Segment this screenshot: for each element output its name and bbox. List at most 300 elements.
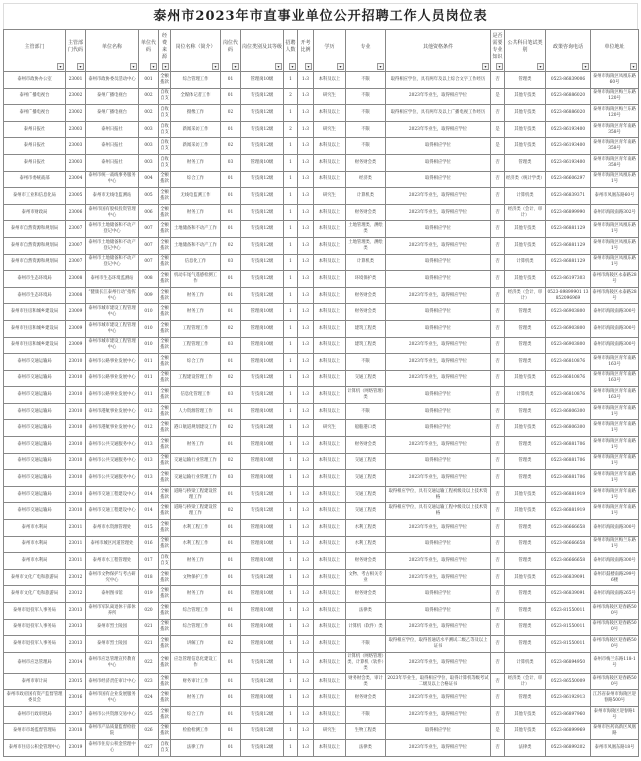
table-cell[interactable]: 应急管理信息化建设工作 (171, 652, 221, 673)
table-cell[interactable]: 泰州日报社 (86, 154, 139, 171)
table-cell[interactable]: 本科及以上 (314, 503, 346, 520)
table-cell[interactable]: 泰州市统一战线事务服务中心 (86, 171, 139, 188)
table-cell[interactable]: 02 (221, 453, 241, 470)
table-cell[interactable]: 泰州市文物保护与考古研究中心 (86, 569, 139, 586)
table-cell[interactable]: 管理岗10级 (241, 603, 284, 620)
table-cell[interactable]: 023 (139, 673, 159, 690)
table-cell[interactable]: 泰州市公路事业发展中心 (86, 354, 139, 371)
table-cell[interactable]: 泰州市海陵南路300号 (591, 553, 639, 570)
table-cell[interactable]: 否 (491, 387, 505, 404)
table-cell[interactable]: 财务财会类 (346, 690, 386, 707)
table-cell[interactable]: 其他专技类 (505, 503, 546, 520)
table-cell[interactable]: 专技岗12级 (241, 740, 284, 757)
filter-dropdown-icon[interactable]: ▾ (630, 63, 637, 70)
table-cell[interactable]: 是 (491, 138, 505, 155)
table-cell[interactable]: 专技岗12级 (241, 387, 284, 404)
table-cell[interactable]: 否 (491, 188, 505, 205)
table-cell[interactable]: 泰州市烈士陵园 (86, 636, 139, 653)
table-cell[interactable]: 泰州市海陵区凤凰东路1号 (591, 254, 639, 271)
table-cell[interactable]: 泰州日报社 (86, 121, 139, 138)
table-cell[interactable]: 不限 (346, 706, 386, 723)
table-cell[interactable]: 23009 (66, 304, 86, 321)
table-cell[interactable]: 008 (139, 271, 159, 288)
table-cell[interactable]: 检验检测工作 (171, 723, 221, 740)
table-cell[interactable]: 泰州市委统战部 (4, 171, 66, 188)
table-cell[interactable]: 财务审计工作 (171, 673, 221, 690)
table-cell[interactable]: 本科及以上 (314, 673, 346, 690)
table-cell[interactable]: 0523-86810876 (546, 370, 591, 387)
table-cell[interactable]: 泰州市生态环境监测站 (86, 271, 139, 288)
table-cell[interactable]: 1:3 (298, 287, 314, 304)
table-cell[interactable]: 2023年毕业生，取得相应学位 (386, 370, 491, 387)
table-cell[interactable]: 1:3 (298, 453, 314, 470)
table-cell[interactable]: 财务财会类 (346, 287, 386, 304)
table-cell[interactable]: 否 (491, 420, 505, 437)
table-cell[interactable]: 专技岗12级 (241, 121, 284, 138)
table-cell[interactable]: 否 (491, 403, 505, 420)
table-cell[interactable]: 23010 (66, 354, 86, 371)
table-cell[interactable]: 0523-86810876 (546, 387, 591, 404)
table-cell[interactable]: 否 (491, 706, 505, 723)
table-cell[interactable]: 0523-86897960 (546, 706, 591, 723)
table-cell[interactable]: 泰州市水利局 (4, 553, 66, 570)
table-cell[interactable]: 计算机类 (505, 188, 546, 205)
table-cell[interactable]: 23010 (66, 387, 86, 404)
table-cell[interactable]: 019 (139, 586, 159, 603)
table-cell[interactable]: 财务工作 (171, 304, 221, 321)
table-cell[interactable]: 泰州市海陵区青年南路163号 (591, 387, 639, 404)
filter-dropdown-icon[interactable]: ▾ (496, 63, 503, 70)
table-cell[interactable]: 01 (221, 271, 241, 288)
table-cell[interactable]: 是 (491, 723, 505, 740)
table-cell[interactable]: 取得相应学位 (386, 320, 491, 337)
table-cell[interactable]: 管理类 (505, 320, 546, 337)
table-cell[interactable]: 03 (221, 337, 241, 354)
table-cell[interactable]: 专技岗12级 (241, 254, 284, 271)
table-cell[interactable]: 新闻采访工作 (171, 138, 221, 155)
table-cell[interactable]: 0523-81550011 (546, 603, 591, 620)
table-cell[interactable]: 010 (139, 320, 159, 337)
table-cell[interactable]: 2023年毕业生，取得相应学位 (386, 470, 491, 487)
table-cell[interactable]: 1 (284, 603, 298, 620)
table-cell[interactable]: 建筑工程类 (346, 320, 386, 337)
table-cell[interactable]: 泰州市交通运输局 (4, 453, 66, 470)
table-cell[interactable]: 01 (221, 221, 241, 238)
table-cell[interactable]: 泰州广播电视台 (86, 88, 139, 105)
table-cell[interactable]: 014 (139, 503, 159, 520)
table-cell[interactable]: 1:3 (298, 221, 314, 238)
table-cell[interactable]: 否 (491, 204, 505, 221)
table-cell[interactable]: 0523-86666658 (546, 520, 591, 537)
table-cell[interactable]: 本科及以上 (314, 553, 346, 570)
table-cell[interactable]: 2023年毕业生，取得相应学位 (386, 88, 491, 105)
table-cell[interactable]: 建筑工程类 (346, 337, 386, 354)
table-cell[interactable]: 1 (284, 569, 298, 586)
table-cell[interactable]: 013 (139, 437, 159, 454)
table-cell[interactable]: 1 (284, 287, 298, 304)
table-cell[interactable]: 否 (491, 337, 505, 354)
table-cell[interactable]: 其他专技类 (505, 121, 546, 138)
table-cell[interactable]: 2023年毕业生，取得相应学位 (386, 652, 491, 673)
table-cell[interactable]: 1 (284, 105, 298, 122)
table-cell[interactable]: 专技岗12级 (241, 105, 284, 122)
table-cell[interactable]: 道路与桥梁工程建设管理工作 (171, 486, 221, 503)
table-cell[interactable]: 1:3 (298, 652, 314, 673)
table-cell[interactable]: 2 (284, 88, 298, 105)
table-cell[interactable]: 综合管理工作 (171, 619, 221, 636)
table-cell[interactable]: 01 (221, 569, 241, 586)
table-cell[interactable]: 综合工作 (171, 354, 221, 371)
table-cell[interactable]: 泰州市海陵区凤凰东路1号 (591, 237, 639, 254)
table-cell[interactable]: 管理类 (505, 636, 546, 653)
table-cell[interactable]: 专技岗12级 (241, 420, 284, 437)
table-cell[interactable]: 01 (221, 121, 241, 138)
table-cell[interactable]: 泰州市行政审批局 (4, 706, 66, 723)
table-cell[interactable]: 2023年毕业生，取得相应学位 (386, 569, 491, 586)
table-cell[interactable]: 泰州市水利局 (4, 536, 66, 553)
table-cell[interactable]: 23018 (66, 723, 86, 740)
table-cell[interactable]: 泰州市工业和信息化局 (4, 188, 66, 205)
table-cell[interactable]: 专技岗12级 (241, 171, 284, 188)
table-cell[interactable]: 财务财会类、审计类 (346, 673, 386, 690)
table-cell[interactable]: 本科及以上 (314, 603, 346, 620)
table-cell[interactable]: 管理类 (505, 304, 546, 321)
table-cell[interactable]: 03 (221, 470, 241, 487)
table-cell[interactable]: 财务财会类 (346, 204, 386, 221)
table-cell[interactable]: 本科及以上 (314, 287, 346, 304)
table-cell[interactable]: 本科及以上 (314, 221, 346, 238)
table-cell[interactable]: 01 (221, 740, 241, 757)
table-cell[interactable]: 泰州市海陵区青年南路358号 (591, 138, 639, 155)
table-cell[interactable]: 本科及以上 (314, 304, 346, 321)
table-cell[interactable]: 012 (139, 420, 159, 437)
table-cell[interactable]: 016 (139, 536, 159, 553)
table-cell[interactable]: 经济类 (346, 171, 386, 188)
table-cell[interactable]: 否 (491, 437, 505, 454)
table-cell[interactable]: 管理类 (505, 72, 546, 89)
table-cell[interactable]: 自收自支 (159, 154, 171, 171)
table-cell[interactable]: 交通工程类 (346, 453, 386, 470)
table-cell[interactable]: 土地储备和不动产工作 (171, 237, 221, 254)
table-cell[interactable]: 1:3 (298, 603, 314, 620)
table-cell[interactable]: 管理类 (505, 536, 546, 553)
table-cell[interactable]: 本科及以上 (314, 387, 346, 404)
table-cell[interactable]: 010 (139, 337, 159, 354)
filter-dropdown-icon[interactable]: ▾ (130, 63, 137, 70)
table-cell[interactable]: 泰州市公共交通服务中心 (86, 453, 139, 470)
table-cell[interactable]: 计算机类 (505, 387, 546, 404)
table-cell[interactable]: 否 (491, 320, 505, 337)
table-cell[interactable]: 专技岗12级 (241, 221, 284, 238)
table-cell[interactable]: 其他专技类 (505, 237, 546, 254)
table-cell[interactable]: 1:3 (298, 188, 314, 205)
table-cell[interactable]: 自收自支 (159, 105, 171, 122)
filter-dropdown-icon[interactable]: ▾ (337, 63, 344, 70)
table-cell[interactable]: 全额拨款 (159, 706, 171, 723)
table-cell[interactable]: 022 (139, 652, 159, 673)
table-cell[interactable]: 泰州市海陵区青年南路1号 (591, 470, 639, 487)
table-cell[interactable]: 021 (139, 619, 159, 636)
table-cell[interactable]: 港口航道规划建设工作 (171, 420, 221, 437)
table-cell[interactable]: 泰州市住房公积金管理中心 (86, 740, 139, 757)
table-cell[interactable]: 23016 (66, 690, 86, 707)
table-cell[interactable]: 23003 (66, 121, 86, 138)
filter-dropdown-icon[interactable]: ▾ (232, 63, 239, 70)
table-cell[interactable]: 管理岗10级 (241, 72, 284, 89)
table-cell[interactable]: 0523-86886020 (546, 105, 591, 122)
table-cell[interactable]: 2023年毕业生，取得相应学位 (386, 740, 491, 757)
table-cell[interactable]: 管理类 (505, 437, 546, 454)
table-cell[interactable]: 23005 (66, 188, 86, 205)
table-cell[interactable]: 泰州市财政局 (4, 204, 66, 221)
table-cell[interactable]: 不限 (346, 354, 386, 371)
table-cell[interactable]: 泰州市审计局 (4, 673, 66, 690)
table-cell[interactable]: 本科及以上 (314, 337, 346, 354)
table-cell[interactable]: 全额拨款 (159, 652, 171, 673)
table-cell[interactable]: 018 (139, 569, 159, 586)
table-cell[interactable]: 泰州市城区河道管理处 (86, 536, 139, 553)
table-cell[interactable]: 取得相应学位 (386, 138, 491, 155)
table-cell[interactable]: 泰州市海陵区青年南路358号 (591, 154, 639, 171)
table-cell[interactable]: 全额拨款 (159, 171, 171, 188)
table-cell[interactable]: 泰州市交通运输局 (4, 387, 66, 404)
table-cell[interactable]: 取得相应学位 (386, 420, 491, 437)
table-cell[interactable]: 泰州市公共交通服务中心 (86, 470, 139, 487)
filter-dropdown-icon[interactable]: ▾ (289, 63, 296, 70)
table-cell[interactable]: 23004 (66, 171, 86, 188)
table-cell[interactable]: 工程管理工作 (171, 320, 221, 337)
table-cell[interactable]: 管理类 (505, 603, 546, 620)
table-cell[interactable]: 全额拨款 (159, 586, 171, 603)
table-cell[interactable]: 泰州市海陵南路300号 (591, 337, 639, 354)
table-cell[interactable]: 否 (491, 453, 505, 470)
table-cell[interactable]: 全额拨款 (159, 723, 171, 740)
table-cell[interactable]: 本科及以上 (314, 437, 346, 454)
table-cell[interactable]: 管理岗10级 (241, 437, 284, 454)
table-cell[interactable]: 泰州市土地储备和不动产登记中心 (86, 254, 139, 271)
table-cell[interactable]: 取得相应学位 (386, 536, 491, 553)
table-cell[interactable]: 2023年毕业生，取得相应学位 (386, 690, 491, 707)
table-cell[interactable]: 1 (284, 619, 298, 636)
table-cell[interactable]: 1:3 (298, 237, 314, 254)
table-cell[interactable]: 本科及以上 (314, 237, 346, 254)
table-cell[interactable]: 否 (491, 287, 505, 304)
table-cell[interactable]: 1 (284, 723, 298, 740)
table-cell[interactable]: 1:3 (298, 88, 314, 105)
table-cell[interactable]: 管理岗10级 (241, 586, 284, 603)
table-cell[interactable]: 本科及以上 (314, 403, 346, 420)
table-cell[interactable]: 01 (221, 723, 241, 740)
filter-dropdown-icon[interactable]: ▾ (275, 63, 282, 70)
table-cell[interactable]: 本科及以上 (314, 740, 346, 757)
table-cell[interactable]: 泰州市海陵区青年南路1号 (591, 437, 639, 454)
table-cell[interactable]: 01 (221, 72, 241, 89)
table-cell[interactable]: 泰州市军队离退休干部休养所 (86, 603, 139, 620)
table-cell[interactable]: 否 (491, 619, 505, 636)
table-cell[interactable]: 泰州市交通运输局 (4, 437, 66, 454)
table-cell[interactable]: 01 (221, 486, 241, 503)
table-cell[interactable]: 泰州市交通运输局 (4, 470, 66, 487)
table-cell[interactable]: 005 (139, 188, 159, 205)
table-cell[interactable]: 01 (221, 673, 241, 690)
table-cell[interactable]: 专技岗12级 (241, 723, 284, 740)
table-cell[interactable]: 泰州市交通运输局 (4, 370, 66, 387)
table-cell[interactable]: 泰州市鼓楼南路299号6楼 (591, 569, 639, 586)
table-cell[interactable]: 泰州市海陵区迎春路500号 (591, 636, 639, 653)
table-cell[interactable]: 泰州市退役军人事务局 (4, 603, 66, 620)
table-cell[interactable]: 1 (284, 420, 298, 437)
table-cell[interactable]: 研究生 (314, 723, 346, 740)
table-cell[interactable]: 文物保护工作 (171, 569, 221, 586)
table-cell[interactable]: 本科及以上 (314, 586, 346, 603)
table-cell[interactable]: 024 (139, 690, 159, 707)
table-cell[interactable]: 1 (284, 221, 298, 238)
table-cell[interactable]: 本科及以上 (314, 320, 346, 337)
table-cell[interactable]: 全额拨款 (159, 287, 171, 304)
table-cell[interactable]: 1 (284, 337, 298, 354)
table-cell[interactable]: 全额拨款 (159, 370, 171, 387)
table-cell[interactable]: 1:3 (298, 171, 314, 188)
table-cell[interactable]: 水利工程类 (346, 520, 386, 537)
table-cell[interactable]: 01 (221, 652, 241, 673)
table-cell[interactable]: 泰州市海陵区梅兰东路120号 (591, 105, 639, 122)
table-cell[interactable]: 0523-81550011 (546, 636, 591, 653)
table-cell[interactable]: 泰州市交通运输局 (4, 486, 66, 503)
table-cell[interactable]: 泰州市住房和城乡建设局 (4, 304, 66, 321)
table-cell[interactable]: 取得相应学位 (386, 453, 491, 470)
table-cell[interactable]: 0523-86810876 (546, 354, 591, 371)
table-cell[interactable]: 是 (491, 88, 505, 105)
table-cell[interactable]: 泰州市海陵区迎春路500号 (591, 673, 639, 690)
table-cell[interactable]: 23002 (66, 88, 86, 105)
table-cell[interactable]: 0523-86881919 (546, 486, 591, 503)
table-cell[interactable]: 1 (284, 536, 298, 553)
table-cell[interactable]: 02 (221, 503, 241, 520)
table-cell[interactable]: 1:3 (298, 138, 314, 155)
table-cell[interactable]: 否 (491, 603, 505, 620)
table-cell[interactable]: 法律工作 (171, 740, 221, 757)
table-cell[interactable]: 经济类（会计、审计） (505, 287, 546, 304)
table-cell[interactable]: 1:3 (298, 337, 314, 354)
table-cell[interactable]: 交通工程类 (346, 370, 386, 387)
table-cell[interactable]: 其他专技类 (505, 420, 546, 437)
table-cell[interactable]: 2023年毕业生，取得相应学位 (386, 354, 491, 371)
table-cell[interactable]: 1:3 (298, 121, 314, 138)
table-cell[interactable]: 007 (139, 254, 159, 271)
table-cell[interactable]: 本科及以上 (314, 72, 346, 89)
table-cell[interactable]: 23010 (66, 403, 86, 420)
table-cell[interactable]: 其他专技类 (505, 370, 546, 387)
table-cell[interactable]: 研究生 (314, 420, 346, 437)
table-cell[interactable]: 泰州市海陵区迎春路1号 (591, 706, 639, 723)
filter-dropdown-icon[interactable]: ▾ (77, 63, 84, 70)
table-cell[interactable]: 23003 (66, 154, 86, 171)
table-cell[interactable]: 计算机类 (346, 254, 386, 271)
table-cell[interactable]: 管理类 (505, 154, 546, 171)
table-cell[interactable]: 1 (284, 237, 298, 254)
table-cell[interactable]: 本科及以上 (314, 652, 346, 673)
table-cell[interactable]: 2023年毕业生，取得相应学位 (386, 619, 491, 636)
table-cell[interactable]: 全额拨款 (159, 536, 171, 553)
table-cell[interactable]: 否 (491, 171, 505, 188)
table-cell[interactable]: 01 (221, 553, 241, 570)
table-cell[interactable]: 泰州市海陵区凤凰东路60号 (591, 72, 639, 89)
table-cell[interactable]: 003 (139, 121, 159, 138)
table-cell[interactable]: 1:3 (298, 304, 314, 321)
table-cell[interactable]: 取得相应学位，具有两年及以上综合文字工作经历 (386, 72, 491, 89)
table-cell[interactable]: 0523-86886020 (546, 88, 591, 105)
table-cell[interactable]: 全额拨款 (159, 221, 171, 238)
table-cell[interactable]: 007 (139, 237, 159, 254)
table-cell[interactable]: 1 (284, 690, 298, 707)
table-cell[interactable]: 自收自支 (159, 740, 171, 757)
table-cell[interactable]: 泰州市住房和城乡建设局 (4, 337, 66, 354)
table-cell[interactable]: 是 (491, 121, 505, 138)
table-cell[interactable]: 泰州市国有股权投资管理中心 (86, 204, 139, 221)
table-cell[interactable]: 否 (491, 690, 505, 707)
table-cell[interactable]: 021 (139, 636, 159, 653)
table-cell[interactable]: 0523-86881129 (546, 237, 591, 254)
table-cell[interactable]: 0523-86903800 (546, 337, 591, 354)
table-cell[interactable]: 0523-86197303 (546, 271, 591, 288)
table-cell[interactable]: 全额拨款 (159, 204, 171, 221)
table-cell[interactable]: 泰州市港航事业发展中心 (86, 420, 139, 437)
table-cell[interactable]: 全额拨款 (159, 503, 171, 520)
table-cell[interactable]: 否 (491, 221, 505, 238)
table-cell[interactable]: 道路与桥梁工程建设管理工作 (171, 503, 221, 520)
table-cell[interactable]: 01 (221, 88, 241, 105)
table-cell[interactable]: 否 (491, 237, 505, 254)
table-cell[interactable]: 全额拨款 (159, 304, 171, 321)
table-cell[interactable]: 23008 (66, 287, 86, 304)
table-cell[interactable]: 0523-86193400 (546, 121, 591, 138)
table-cell[interactable]: 本科及以上 (314, 690, 346, 707)
table-cell[interactable]: 全额拨款 (159, 188, 171, 205)
table-cell[interactable]: 管理岗10级 (241, 337, 284, 354)
table-cell[interactable]: 财务工作 (171, 553, 221, 570)
table-cell[interactable]: 0523-86550009 (546, 673, 591, 690)
table-cell[interactable]: 泰州市医药高新区凤凰路 (591, 723, 639, 740)
table-cell[interactable]: 综合管理工作 (171, 72, 221, 89)
table-cell[interactable]: 025 (139, 706, 159, 723)
table-cell[interactable]: 取得相应学位 (386, 171, 491, 188)
table-cell[interactable]: 泰州市水利局 (4, 520, 66, 537)
table-cell[interactable]: 0523-86881706 (546, 437, 591, 454)
table-cell[interactable]: 0523-86193400 (546, 154, 591, 171)
table-cell[interactable]: 23010 (66, 437, 86, 454)
table-cell[interactable]: 泰州日报社 (4, 121, 66, 138)
table-cell[interactable]: 泰州广播电视台 (4, 105, 66, 122)
table-cell[interactable]: 23012 (66, 569, 86, 586)
table-cell[interactable]: 0523-86839371 (546, 188, 591, 205)
table-cell[interactable]: 1:3 (298, 553, 314, 570)
table-cell[interactable]: 全媒体记者工作 (171, 88, 221, 105)
table-cell[interactable]: 取得相应学位 (386, 154, 491, 171)
table-cell[interactable]: 否 (491, 673, 505, 690)
table-cell[interactable]: 2023年毕业生，取得相应学位 (386, 520, 491, 537)
table-cell[interactable]: 管理类 (505, 470, 546, 487)
table-cell[interactable]: 其他专技类 (505, 723, 546, 740)
table-cell[interactable]: 007 (139, 221, 159, 238)
table-cell[interactable]: 泰州市退役军人事务局 (4, 636, 66, 653)
table-cell[interactable]: 财务工作 (171, 437, 221, 454)
table-cell[interactable]: 财务工作 (171, 204, 221, 221)
table-cell[interactable]: 23010 (66, 370, 86, 387)
table-cell[interactable]: 否 (491, 304, 505, 321)
table-cell[interactable]: 管理类 (505, 690, 546, 707)
table-cell[interactable]: 其他专技类 (505, 706, 546, 723)
table-cell[interactable]: 泰州市生态环境局 (4, 287, 66, 304)
